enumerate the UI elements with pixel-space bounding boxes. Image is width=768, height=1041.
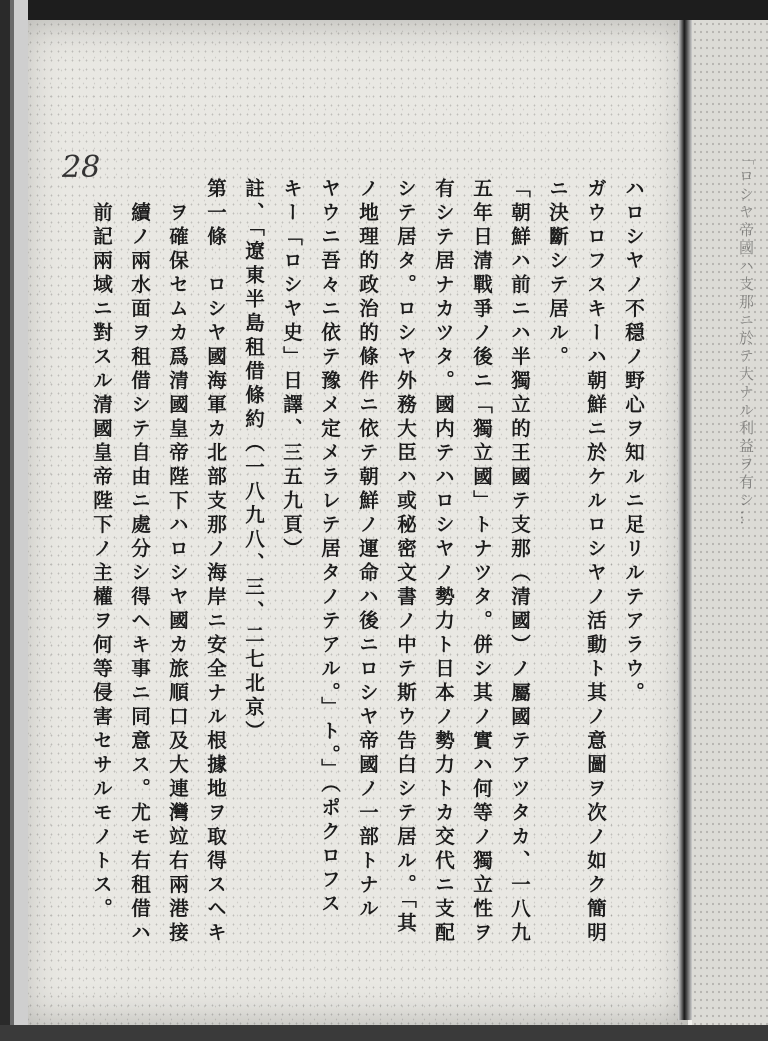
left-binding-edge xyxy=(0,0,28,1041)
article-column: 續ノ兩水面ヲ租借シテ自由ニ處分シ得ヘキ事ニ同意ス。尤モ右租借ハ xyxy=(128,202,151,946)
article-column: 前記兩域ニ對スル清國皇帝陛下ノ主權ヲ何等侵害セサルモノトス。 xyxy=(90,202,113,922)
page-number: 28 xyxy=(62,150,101,185)
scan-top-edge xyxy=(0,0,768,22)
text-column: 有シテ居ナカツタ。國内テハロシヤノ勢力ト日本ノ勢力トカ交代ニ支配 xyxy=(432,178,455,946)
text-column: 「朝鮮ハ前ニハ半獨立的王國テ支那（清國）ノ屬國テアツタカ、一八九 xyxy=(508,178,531,946)
text-column: 五年日清戰爭ノ後ニ「獨立國」トナツタ。併シ其ノ實ハ何等ノ獨立性ヲ xyxy=(470,178,493,946)
scan-bottom-edge xyxy=(0,1025,768,1041)
text-column: ノ地理的政治的條件ニ依テ朝鮮ノ運命ハ後ニロシヤ帝國ノ一部トナル xyxy=(356,178,379,922)
next-page-text: 「ロシヤ帝國ハ支那ニ於テ大ナル利益ヲ有シ… xyxy=(737,150,755,528)
article-column: 第一條 ロシヤ國海軍カ北部支那ノ海岸ニ安全ナル根據地ヲ取得スヘキ xyxy=(204,178,227,946)
text-column: ヤウニ吾々ニ依テ豫メ定メラレテ居タノテアル。」ト。」（ポクロフス xyxy=(318,178,341,917)
text-column: キー「ロシヤ史」日譯、三五九頁） xyxy=(280,178,303,562)
text-column: シテ居タ。ロシヤ外務大臣ハ或秘密文書ノ中テ斯ウ告白シテ居ル。「其 xyxy=(394,178,417,937)
next-page-fragment xyxy=(692,20,768,1025)
text-column: ガウロフスキーハ朝鮮ニ於ケルロシヤノ活動ト其ノ意圖ヲ次ノ如ク簡明 xyxy=(584,178,607,946)
annotation-heading: 註、「遼東半島租借條約（一八九八、三、二七北京） xyxy=(242,178,265,745)
article-column: ヲ確保セムカ爲清國皇帝陛下ハロシヤ國カ旅順口及大連灣竝右兩港接 xyxy=(166,202,189,946)
page-gutter xyxy=(678,20,692,1020)
vertical-text-block xyxy=(92,178,652,968)
text-column: ニ決斷シテ居ル。 xyxy=(546,178,569,370)
text-column: ハロシヤノ不穏ノ野心ヲ知ルニ足リルテアラウ。 xyxy=(622,178,645,706)
